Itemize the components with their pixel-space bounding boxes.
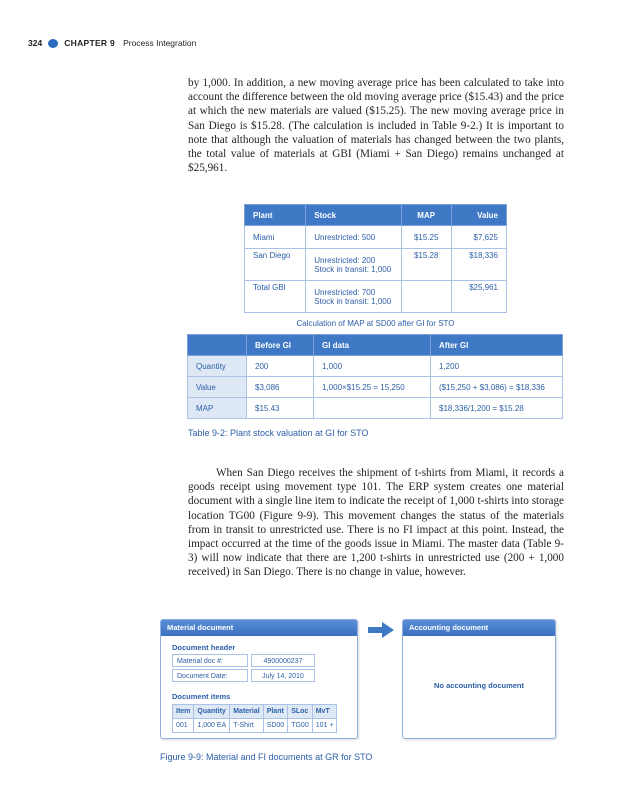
row-label: Value: [188, 377, 247, 398]
accounting-document-title: Accounting document: [403, 620, 555, 636]
table-row: [188, 377, 563, 398]
cell-map: [401, 281, 451, 313]
stock-line: Unrestricted: 700: [314, 287, 376, 297]
row-label: MAP: [188, 398, 247, 419]
map-calculation-table: [187, 334, 563, 419]
cell-after-gi: ($15,250 + $3,086) = $18,336: [431, 377, 563, 398]
col-header-mvt: MvT: [312, 705, 337, 719]
stock-line: Stock in transit: 1,000: [314, 296, 392, 306]
accounting-document-panel: [402, 619, 556, 739]
body-paragraph-1: by 1,000. In addition, a new moving average price has been calculated to take into account the difference between the old moving average price ($15.43) and the price at which the new materials are valued ($15.25). The new moving average price in San Diego is $15.28. (The calculation is included in Table 9-2.) It is important to note that although the valuation of materials has changed between the two plants, the total value of materials at GBI (Miami + San Diego) remains unchanged at $25,961.: [188, 77, 564, 175]
cell-before-gi: $15.43: [247, 398, 314, 419]
cell-before-gi: $3,086: [247, 377, 314, 398]
cell-before-gi: 200: [247, 356, 314, 377]
col-header-sloc: SLoc: [288, 705, 313, 719]
cell-plant: San Diego: [245, 249, 306, 281]
document-items-table: [172, 704, 337, 733]
table-row: [245, 249, 507, 281]
table-caption: Table 9-2: Plant stock valuation at GI for STO: [188, 428, 369, 438]
col-header-before-gi: Before GI: [247, 335, 314, 356]
page-number: 324: [28, 38, 43, 48]
table-row: [188, 356, 563, 377]
material-document-title: Material document: [161, 620, 357, 636]
cell-plant: Miami: [245, 226, 306, 249]
col-header-plant: Plant: [245, 205, 306, 226]
bullet-dot-icon: [48, 39, 58, 48]
col-header-item: Item: [173, 705, 194, 719]
cell-after-gi: $18,336/1,200 = $15.28: [431, 398, 563, 419]
table-header-row: [173, 705, 337, 719]
inner-table-caption: Calculation of MAP at SD00 after GI for STO: [296, 319, 455, 328]
section-title: Process Integration: [123, 38, 197, 48]
col-header-gi-data: GI data: [314, 335, 431, 356]
col-header-blank: [188, 335, 247, 356]
col-header-after-gi: After GI: [431, 335, 563, 356]
table-row: [188, 398, 563, 419]
running-head: [28, 36, 196, 50]
table-row: [245, 226, 507, 249]
document-items-label: Document items: [172, 692, 231, 701]
chapter-label: CHAPTER 9: [64, 38, 116, 48]
cell-plant: Total GBI: [245, 281, 306, 313]
stock-line: Stock in transit: 1,000: [314, 264, 392, 274]
no-accounting-document-text: No accounting document: [434, 681, 524, 690]
cell-map: $15.28: [401, 249, 451, 281]
table-row: [245, 281, 507, 313]
cell-quantity: 1,000 EA: [194, 719, 230, 733]
col-header-value: Value: [451, 205, 506, 226]
cell-mvt: 101 +: [312, 719, 337, 733]
field-label: Material doc #:: [172, 654, 248, 667]
cell-gi-data: 1,000: [314, 356, 431, 377]
cell-value: $25,961: [451, 281, 506, 313]
col-header-quantity: Quantity: [194, 705, 230, 719]
field-value: 4900000237: [251, 654, 315, 667]
cell-plant: SD00: [263, 719, 288, 733]
table-row: [173, 719, 337, 733]
cell-sloc: TG00: [288, 719, 313, 733]
table-header-row: [188, 335, 563, 356]
cell-stock: [306, 281, 402, 313]
row-label: Quantity: [188, 356, 247, 377]
cell-material: T-Shirt: [230, 719, 263, 733]
document-header-label: Document header: [172, 643, 236, 652]
plant-stock-table: [244, 204, 507, 313]
cell-gi-data: [314, 398, 431, 419]
cell-gi-data: 1,000×$15.25 = 15,250: [314, 377, 431, 398]
col-header-map: MAP: [401, 205, 451, 226]
stock-line: Unrestricted: 200: [314, 255, 376, 265]
table-header-row: [245, 205, 507, 226]
cell-value: $7,625: [451, 226, 506, 249]
stock-line: Unrestricted: 500: [314, 232, 376, 242]
field-label: Document Date:: [172, 669, 248, 682]
cell-item: 001: [173, 719, 194, 733]
cell-value: $18,336: [451, 249, 506, 281]
figure-caption: Figure 9-9: Material and FI documents at GR for STO: [160, 752, 373, 762]
cell-stock: [306, 226, 402, 249]
arrow-right-icon: [368, 622, 394, 638]
body-paragraph-2: When San Diego receives the shipment of t-shirts from Miami, it records a goods receipt using movement type 101. The ERP system creates one material document with a single line item to indicate the receipt of 1,000 t-shirts into storage location TG00 (Figure 9-9). This movement changes the status of the materials from in transit to unrestricted use. There is no FI impact at this point. Instead, the impact occurred at the time of the goods issue in Miami. The master data (Table 9-3) will now indicate that there are 1,200 t-shirts in unrestricted use (200 + 1,000 received) in San Diego. There is no change in value, however.: [188, 467, 564, 579]
cell-after-gi: 1,200: [431, 356, 563, 377]
field-value: July 14, 2010: [251, 669, 315, 682]
cell-stock: [306, 249, 402, 281]
col-header-plant: Plant: [263, 705, 288, 719]
col-header-stock: Stock: [306, 205, 402, 226]
cell-map: $15.25: [401, 226, 451, 249]
col-header-material: Material: [230, 705, 263, 719]
